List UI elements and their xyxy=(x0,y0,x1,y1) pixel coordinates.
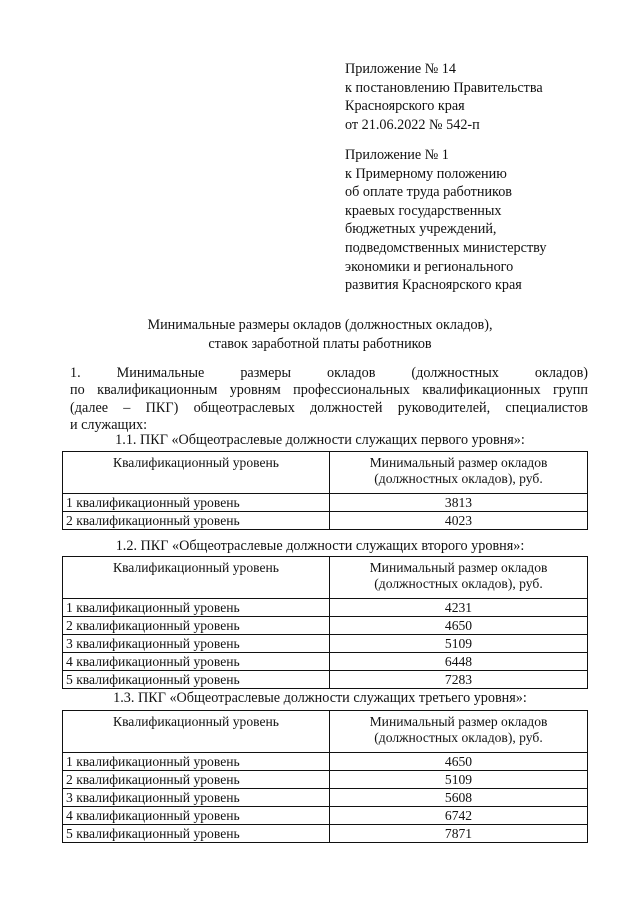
column-header-level: Квалификационный уровень xyxy=(63,557,330,599)
table-header-row xyxy=(63,557,588,599)
appendix-1-line: подведомственных министерству xyxy=(345,239,547,256)
table-header-row xyxy=(63,711,588,753)
document-title xyxy=(0,316,640,353)
table-row xyxy=(63,617,588,635)
column-header-salary: Минимальный размер окладов (должностных окладов), руб. xyxy=(330,557,588,599)
salary-cell: 5608 xyxy=(330,789,588,807)
salary-table-1-3 xyxy=(62,710,588,843)
level-cell: 1 квалификационный уровень xyxy=(63,599,330,617)
table-header-row xyxy=(63,452,588,494)
level-cell: 3 квалификационный уровень xyxy=(63,635,330,653)
salary-cell: 7871 xyxy=(330,825,588,843)
level-cell: 3 квалификационный уровень xyxy=(63,789,330,807)
document-title-line: ставок заработной платы работников xyxy=(208,335,432,352)
salary-table-1-1 xyxy=(62,451,588,530)
section-heading-1-2: 1.2. ПКГ «Общеотраслевые должности служащих второго уровня»: xyxy=(115,538,525,554)
level-cell: 2 квалификационный уровень xyxy=(63,771,330,789)
appendix-1-line: об оплате труда работников xyxy=(345,184,513,201)
level-cell: 2 квалификационный уровень xyxy=(63,512,330,530)
table-row xyxy=(63,807,588,825)
table-row xyxy=(63,671,588,689)
appendix-1-line: Приложение № 1 xyxy=(345,147,449,163)
table-row xyxy=(63,653,588,671)
salary-cell: 5109 xyxy=(330,771,588,789)
appendix-14-line: Красноярского края xyxy=(345,98,465,115)
table-row xyxy=(63,599,588,617)
level-cell: 5 квалификационный уровень xyxy=(63,671,330,689)
salary-cell: 4231 xyxy=(330,599,588,617)
table-row xyxy=(63,789,588,807)
appendix-14-line: от 21.06.2022 № 542-п xyxy=(345,116,480,133)
salary-cell: 3813 xyxy=(330,494,588,512)
salary-table-1-2 xyxy=(62,556,588,689)
salary-cell: 4650 xyxy=(330,753,588,771)
salary-cell: 6448 xyxy=(330,653,588,671)
column-header-salary: Минимальный размер окладов (должностных окладов), руб. xyxy=(330,452,588,494)
level-cell: 4 квалификационный уровень xyxy=(63,807,330,825)
column-header-level: Квалификационный уровень xyxy=(63,452,330,494)
appendix-14-line: к постановлению Правительства xyxy=(345,79,543,96)
level-cell: 1 квалификационный уровень xyxy=(63,494,330,512)
intro-line: по квалификационным уровням профессиональных квалификационных групп xyxy=(70,382,588,399)
table-row xyxy=(63,771,588,789)
intro-line: и служащих: xyxy=(70,417,148,434)
table-row xyxy=(63,635,588,653)
appendix-1-line: бюджетных учреждений, xyxy=(345,221,497,238)
table-row xyxy=(63,494,588,512)
column-header-level: Квалификационный уровень xyxy=(63,711,330,753)
appendix-1-line: краевых государственных xyxy=(345,202,502,219)
section-heading-1-3: 1.3. ПКГ «Общеотраслевые должности служащих третьего уровня»: xyxy=(113,690,527,706)
intro-paragraph xyxy=(70,365,588,435)
appendix-14-block xyxy=(345,60,543,134)
document-title-line: Минимальные размеры окладов (должностных окладов), xyxy=(147,317,493,333)
intro-line: (далее – ПКГ) общеотраслевых должностей руководителей, специалистов xyxy=(70,399,588,416)
salary-cell: 7283 xyxy=(330,671,588,689)
salary-cell: 5109 xyxy=(330,635,588,653)
table-row xyxy=(63,753,588,771)
level-cell: 2 квалификационный уровень xyxy=(63,617,330,635)
appendix-1-block xyxy=(345,146,546,295)
salary-cell: 4023 xyxy=(330,512,588,530)
section-heading-1-1: 1.1. ПКГ «Общеотраслевые должности служащих первого уровня»: xyxy=(115,432,525,448)
level-cell: 4 квалификационный уровень xyxy=(63,653,330,671)
table-row xyxy=(63,825,588,843)
table-row xyxy=(63,512,588,530)
appendix-1-line: к Примерному положению xyxy=(345,165,507,182)
level-cell: 5 квалификационный уровень xyxy=(63,825,330,843)
salary-cell: 6742 xyxy=(330,807,588,825)
salary-cell: 4650 xyxy=(330,617,588,635)
column-header-salary: Минимальный размер окладов (должностных окладов), руб. xyxy=(330,711,588,753)
intro-line: 1. Минимальные размеры окладов (должностных окладов) xyxy=(70,365,588,381)
appendix-1-line: развития Красноярского края xyxy=(345,277,522,294)
appendix-14-line: Приложение № 14 xyxy=(345,61,456,77)
appendix-1-line: экономики и регионального xyxy=(345,258,514,275)
level-cell: 1 квалификационный уровень xyxy=(63,753,330,771)
